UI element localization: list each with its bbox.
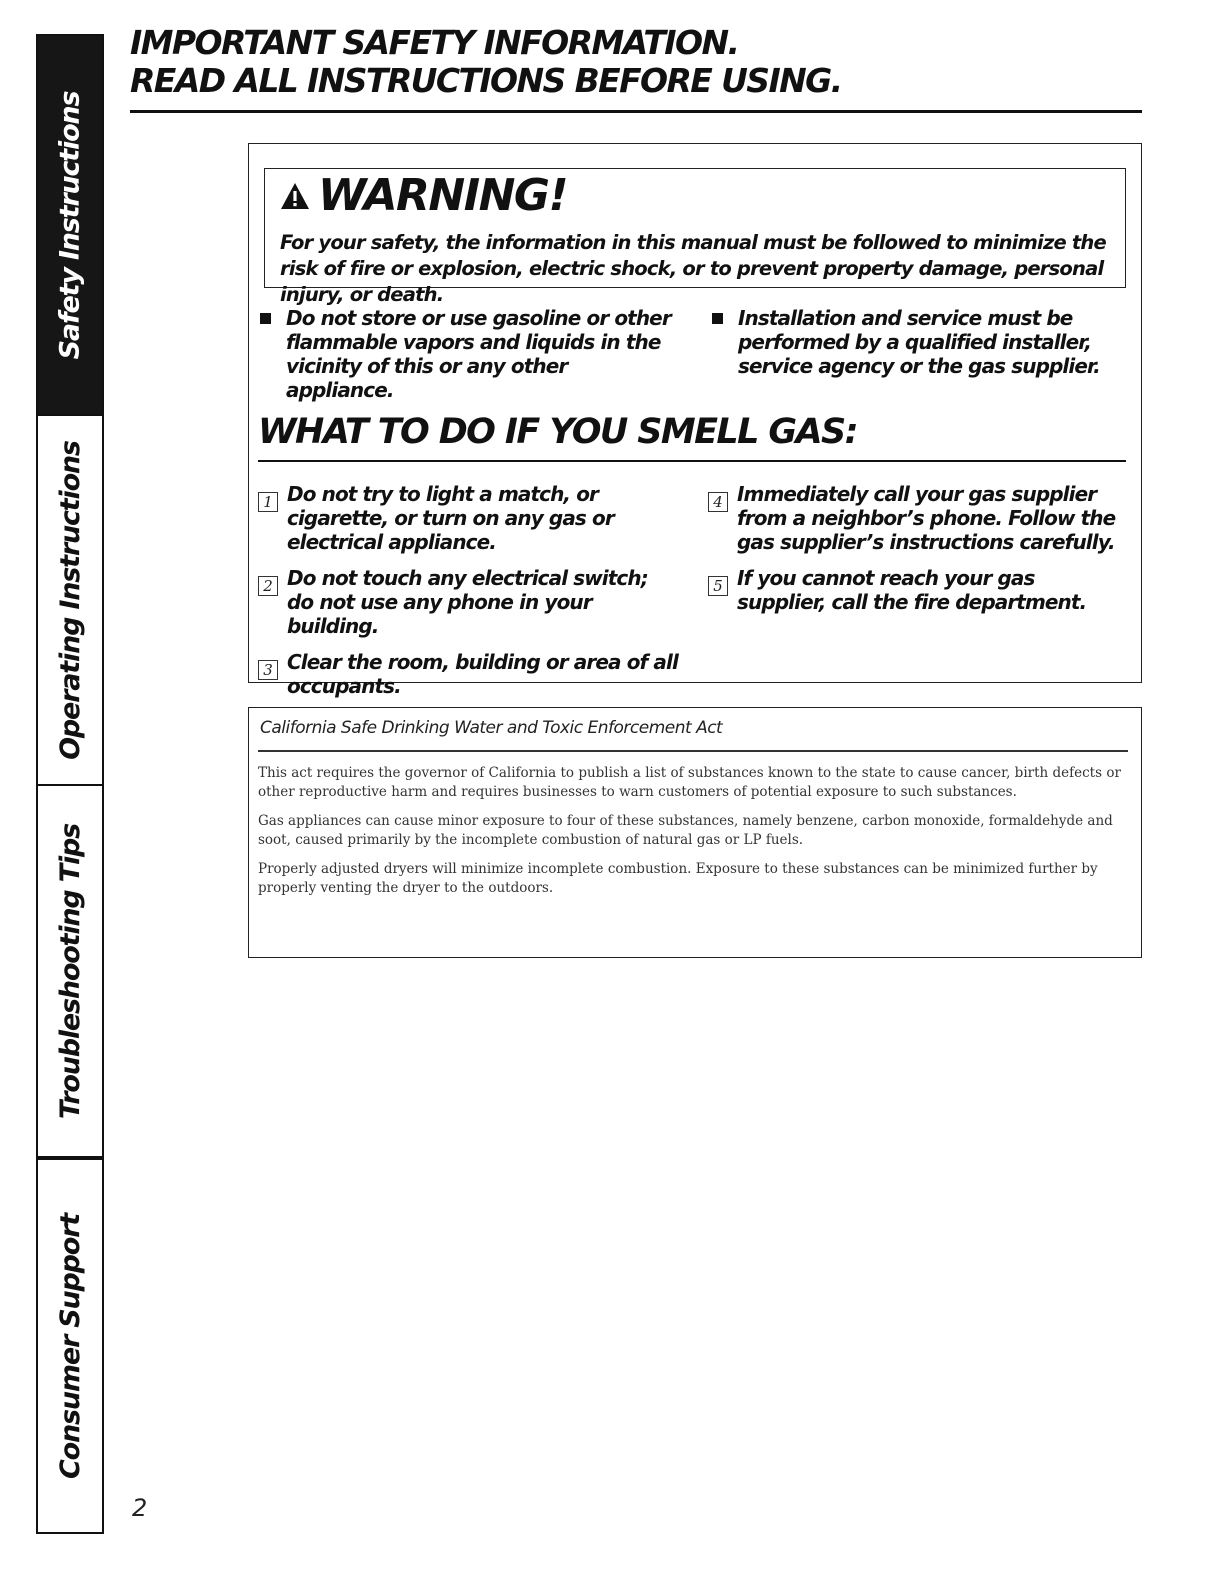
tab-operating-instructions[interactable]	[36, 414, 104, 786]
california-notice-body	[258, 764, 1128, 908]
warning-text: For your safety, the information in this manual must be followed to minimize the risk of fire or explosion, electric shock, or to prevent property damage, personal injury, or death.	[280, 231, 1106, 306]
warning-title	[280, 170, 567, 221]
gas-step	[258, 650, 678, 698]
california-notice-title: California Safe Drinking Water and Toxic Enforcement Act	[260, 718, 723, 738]
step-text: Immediately call your gas supplier from a neighbor’s phone. Follow the gas supplier’s instructions carefully.	[737, 482, 1116, 554]
tab-label: Consumer Support	[54, 1213, 86, 1479]
gas-steps-left	[258, 482, 678, 710]
california-title-divider	[258, 750, 1128, 752]
step-number: 4	[708, 492, 728, 512]
tab-label: Troubleshooting Tips	[54, 823, 86, 1119]
warning-bullet-list-left	[260, 306, 680, 402]
page-number: 2	[132, 1494, 148, 1522]
step-number: 2	[258, 576, 278, 596]
warning-title-text: WARNING!	[318, 170, 568, 221]
step-text: Clear the room, building or area of all occupants.	[287, 650, 678, 698]
tab-troubleshooting-tips[interactable]	[36, 786, 104, 1158]
page-title	[130, 24, 1142, 100]
header-divider	[130, 110, 1142, 113]
step-number: 1	[258, 492, 278, 512]
tab-consumer-support[interactable]	[36, 1158, 104, 1534]
step-number: 3	[258, 660, 278, 680]
gas-heading-divider	[258, 460, 1126, 462]
warning-triangle-icon	[280, 182, 310, 210]
step-text: Do not touch any electrical switch; do not use any phone in your building.	[287, 566, 648, 638]
california-paragraph: This act requires the governor of California to publish a list of substances known to the state to cause cancer, birth defects or other reproductive harm and requires businesses to warn customers of potential exposure to such substances.	[258, 765, 1121, 800]
section-tabs	[36, 34, 106, 1534]
gas-smell-heading: WHAT TO DO IF YOU SMELL GAS:	[258, 412, 858, 452]
tab-label: Safety Instructions	[54, 91, 86, 359]
california-paragraph: Properly adjusted dryers will minimize incomplete combustion. Exposure to these substances can be minimized further by properly venting the dryer to the outdoors.	[258, 861, 1098, 896]
page-title-line-2: READ ALL INSTRUCTIONS BEFORE USING.	[130, 61, 842, 100]
gas-step	[258, 566, 678, 638]
gas-step	[708, 566, 1128, 614]
warning-bullet: Do not store or use gasoline or other flammable vapors and liquids in the vicinity of this or any other appliance.	[260, 306, 680, 402]
step-number: 5	[708, 576, 728, 596]
gas-step	[708, 482, 1128, 554]
gas-step	[258, 482, 678, 554]
tab-safety-instructions[interactable]	[36, 34, 104, 414]
warning-bullet: Installation and service must be performed by a qualified installer, service agency or the gas supplier.	[712, 306, 1132, 378]
page-title-line-1: IMPORTANT SAFETY INFORMATION.	[130, 23, 739, 62]
step-text: Do not try to light a match, or cigarette, or turn on any gas or electrical appliance.	[287, 482, 614, 554]
california-paragraph: Gas appliances can cause minor exposure to four of these substances, namely benzene, carbon monoxide, formaldehyde and soot, caused primarily by the incomplete combustion of natural gas or LP fuels.	[258, 813, 1113, 848]
warning-bullet-list-right	[712, 306, 1132, 378]
tab-label: Operating Instructions	[54, 440, 86, 760]
gas-steps-right	[708, 482, 1128, 626]
step-text: If you cannot reach your gas supplier, call the fire department.	[737, 566, 1087, 614]
